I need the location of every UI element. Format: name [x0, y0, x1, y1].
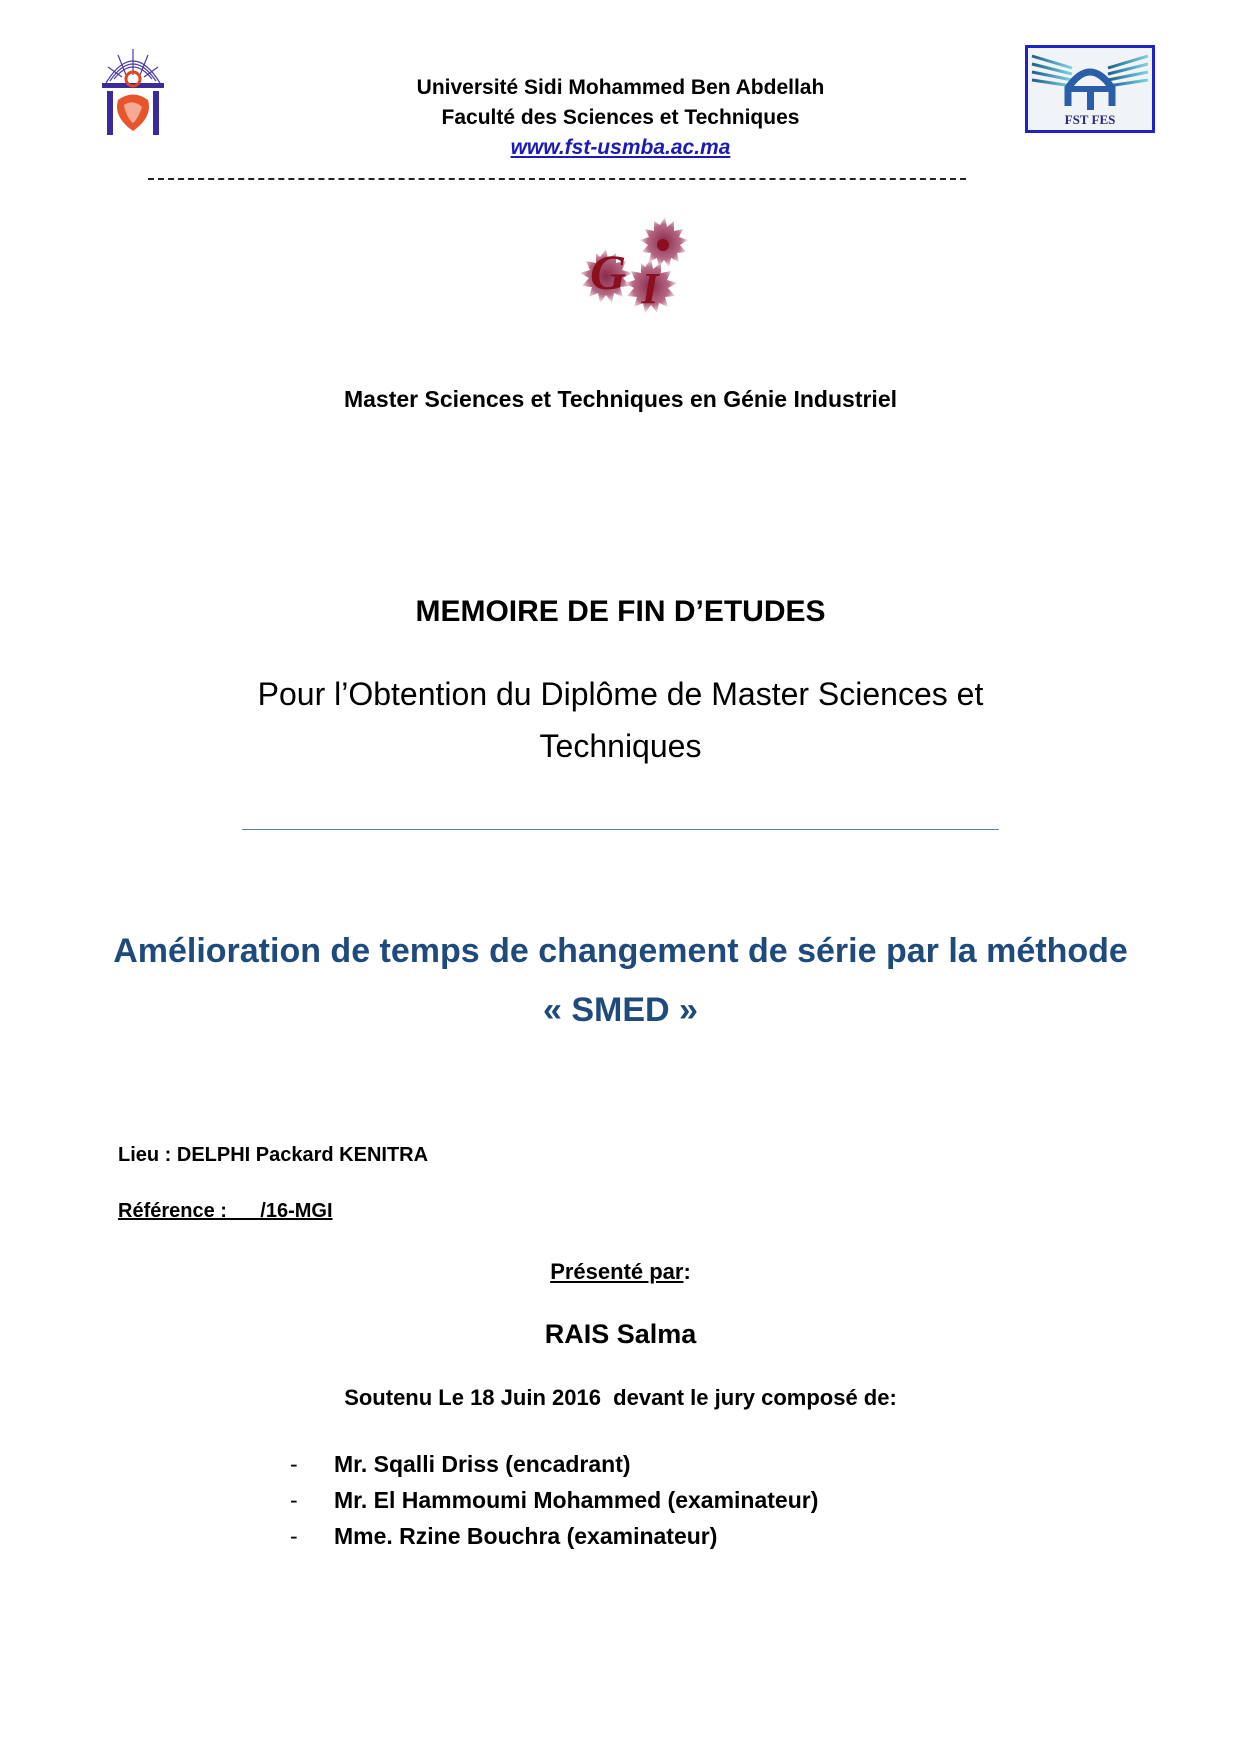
- jury-member-name: Mme. Rzine Bouchra (examinateur): [334, 1523, 718, 1549]
- jury-member-name: Mr. El Hammoumi Mohammed (examinateur): [334, 1487, 819, 1513]
- document-type-heading: MEMOIRE DE FIN D’ETUDES: [415, 595, 826, 628]
- faculty-name: Faculté des Sciences et Techniques: [441, 106, 800, 129]
- list-bullet: -: [290, 1523, 298, 1549]
- jury-member-name: Mr. Sqalli Driss (encadrant): [334, 1451, 631, 1477]
- header-dashed-divider: [148, 178, 966, 180]
- master-program-title: Master Sciences et Techniques en Génie Industriel: [343, 386, 898, 412]
- presented-by-text: Présenté par: [550, 1259, 684, 1284]
- jury-member: [290, 1518, 818, 1554]
- thesis-title: Amélioration de temps de changement de série par la méthode « SMED »: [113, 932, 1128, 1029]
- defense-statement: Soutenu Le 18 Juin 2016 devant le jury composé de:: [344, 1385, 897, 1410]
- university-name: Université Sidi Mohammed Ben Abdellah: [416, 76, 825, 99]
- reference-number: Référence : /16-MGI: [118, 1200, 333, 1222]
- gi-letter-g: G: [589, 244, 627, 300]
- list-bullet: -: [290, 1451, 298, 1477]
- gear-logo: [570, 215, 700, 330]
- jury-member: [290, 1482, 818, 1518]
- author-name: RAIS Salma: [544, 1319, 697, 1349]
- website-link[interactable]: www.fst-usmba.ac.ma: [510, 136, 731, 159]
- fst-fes-logo: [1025, 45, 1155, 133]
- fst-fes-logo-text: FST FES: [1064, 112, 1116, 127]
- jury-list: [290, 1446, 818, 1554]
- presented-by-label: [0, 1259, 1241, 1285]
- title-divider: [242, 829, 999, 830]
- jury-member: [290, 1446, 818, 1482]
- internship-location: Lieu : DELPHI Packard KENITRA: [118, 1144, 429, 1166]
- gi-letter-i: I: [641, 264, 659, 313]
- presented-by-colon: :: [683, 1259, 691, 1284]
- degree-purpose: Pour l’Obtention du Diplôme de Master Sciences et Techniques: [257, 676, 984, 764]
- list-bullet: -: [290, 1487, 298, 1513]
